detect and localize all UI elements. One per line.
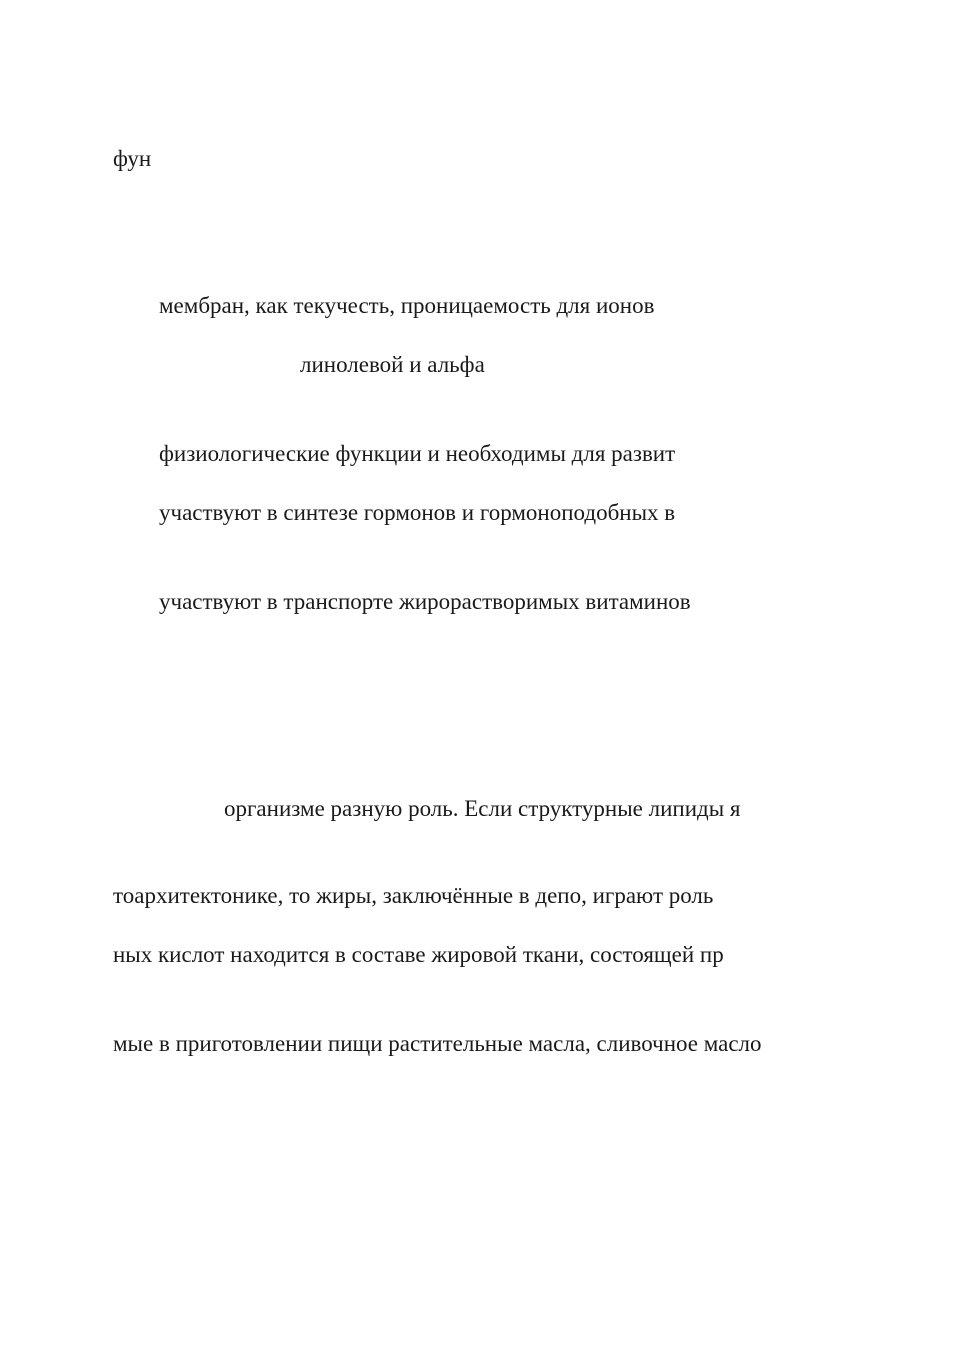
text-line: ных кислот находится в составе жировой ткани, состоящей пр <box>113 942 724 967</box>
text-line: мые в приготовлении пищи растительные масла, сливочное масло <box>113 1031 762 1056</box>
text-line: мембран, как текучесть, проницаемость для ионов <box>159 293 655 318</box>
text-line: фун <box>113 146 152 171</box>
text-line: линолевой и альфа <box>300 352 485 377</box>
text-line: физиологические функции и необходимы для развит <box>159 441 676 466</box>
text-line: тоархитектонике, то жиры, заключённые в депо, играют роль <box>113 883 714 908</box>
text-line: организме разную роль. Если структурные липиды я <box>224 796 741 821</box>
text-line: участвуют в транспорте жирорастворимых витаминов <box>159 589 691 614</box>
text-line: участвуют в синтезе гормонов и гормоноподобных в <box>159 500 676 525</box>
